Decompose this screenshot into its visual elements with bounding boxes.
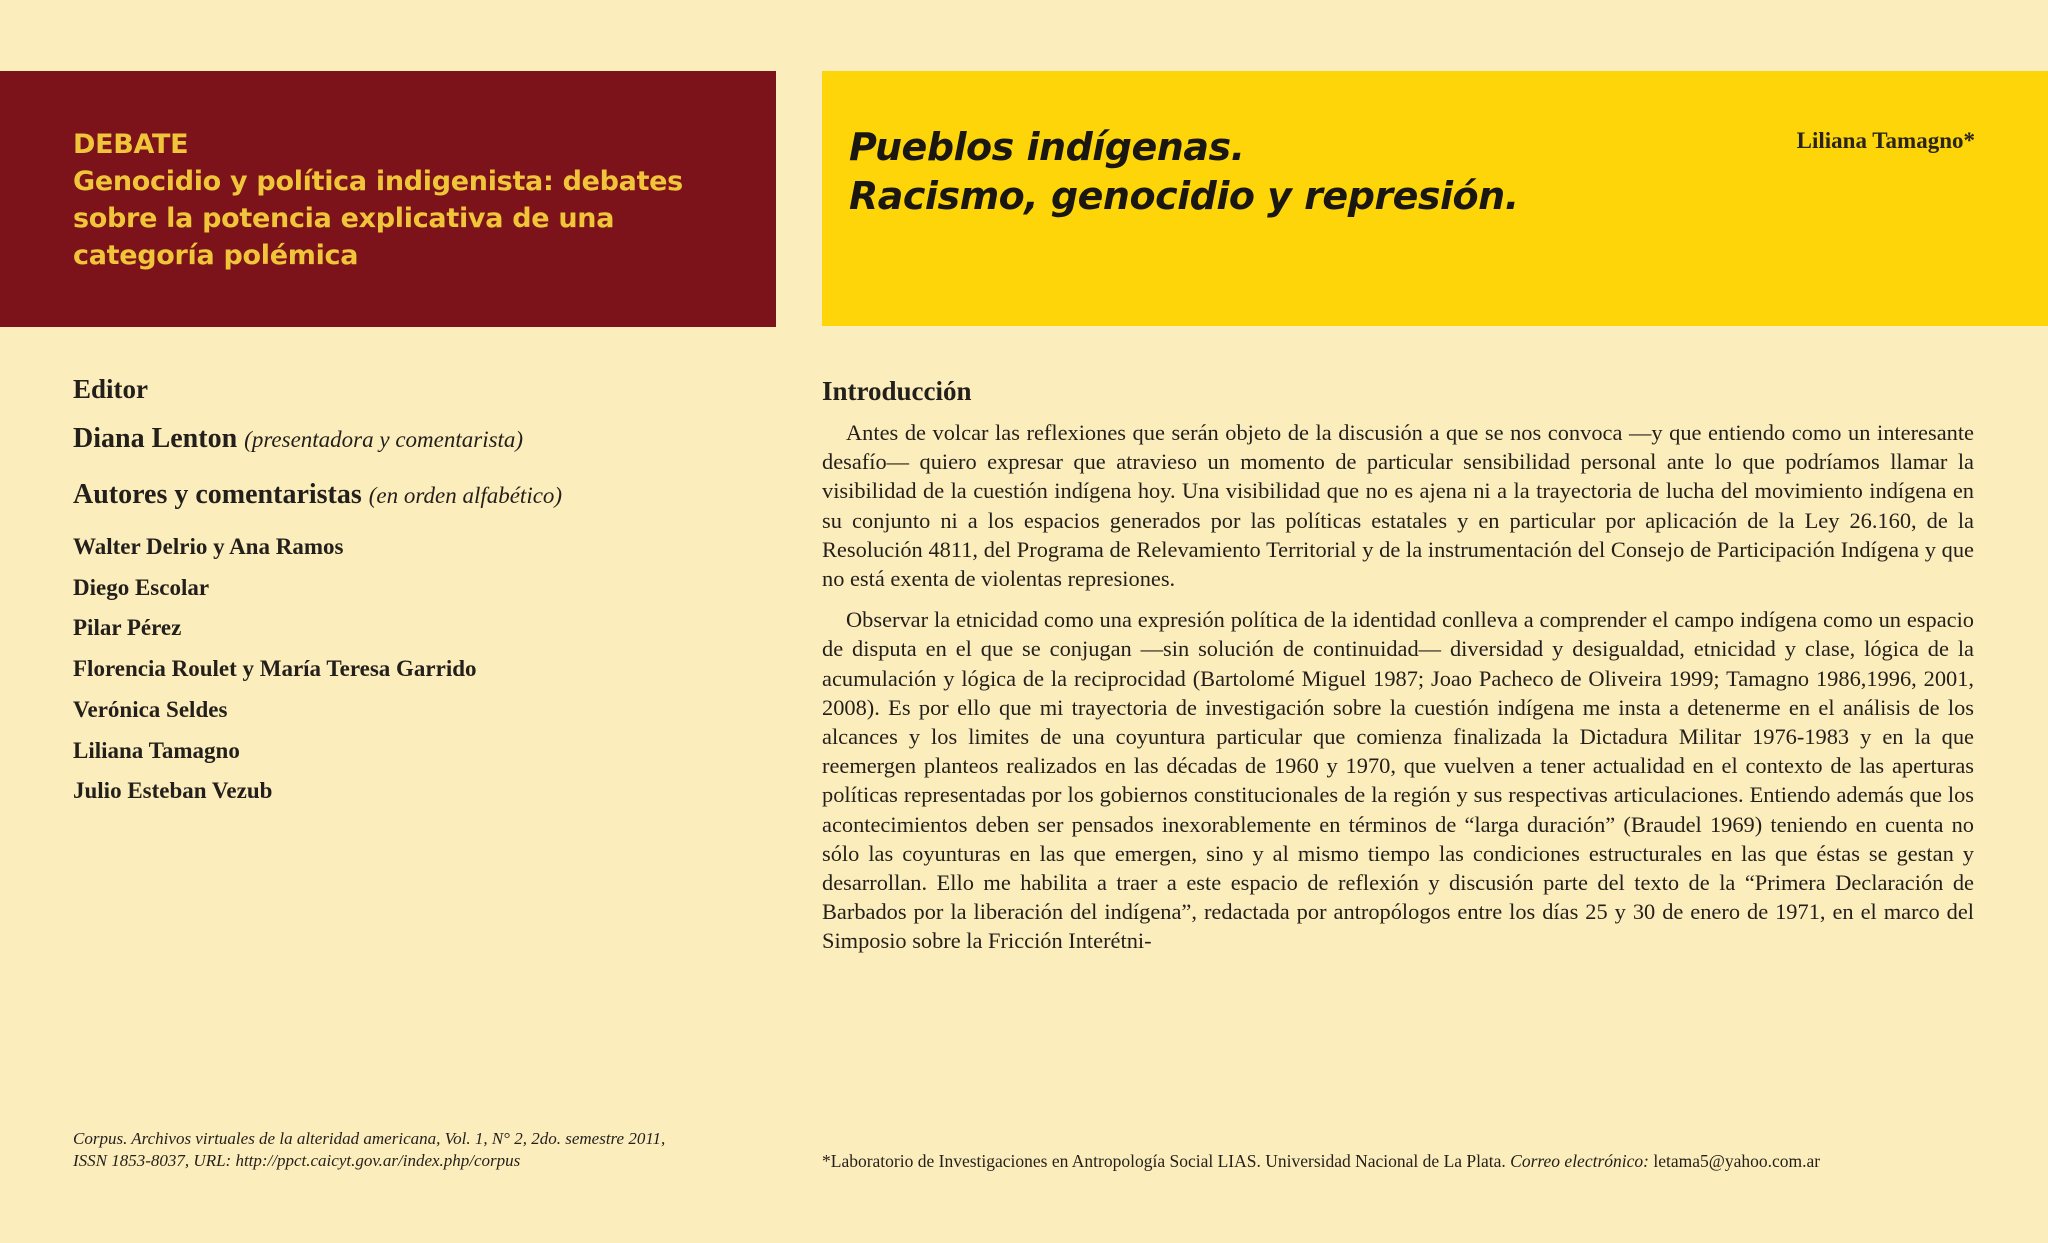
- citation-line: ISSN 1853-8037, URL: http://ppct.caicyt.gov.ar/index.php/corpus: [73, 1151, 521, 1170]
- author-affiliation-footnote: [822, 1150, 2012, 1172]
- debate-title: Genocidio y política indigenista: debates sobre la potencia explicativa de una categoría polémica: [73, 166, 683, 271]
- authors-heading-note: (en orden alfabético): [368, 483, 563, 508]
- author-item: Florencia Roulet y María Teresa Garrido: [73, 656, 477, 682]
- body-paragraph: Observar la etnicidad como una expresión política de la identidad conlleva a comprender el campo indígena como un espacio de disputa en el que se conjugan —sin solución de continuidad— diversidad y desigualdad, etnicidad y clase, lógica de la acumulación y lógica de la reciprocidad (Bartolomé Miguel 1987; Joao Pacheco de Oliveira 1999; Tamagno 1986,1996, 2001, 2008). Es por ello que mi trayectoria de investigación sobre la cuestión indígena me insta a detenerme en el análisis de los alcances y los limites de una coyuntura particular que comienza finalizada la Dictadura Militar 1976-1983 y en la que reemergen planteos realizados en las décadas de 1960 y 1970, que vuelven a tener actualidad en el contexto de las aperturas políticas representadas por los gobiernos constitucionales de la región y sus respectivas articulaciones. Entiendo además que los acontecimientos deben ser pensados inexorablemente en términos de “larga duración” (Braudel 1969) teniendo en cuenta no sólo las coyunturas en las que emergen, sino y al mismo tiempo las condiciones estructurales en las que éstas se gestan y desarrollan. Ello me habilita a traer a este espacio de reflexión y discusión parte del texto de la “Primera Declaración de Barbados por la liberación del indígena”, redactada por antropólogos entre los días 25 y 30 de enero de 1971, en el marco del Simposio sobre la Fricción Interétni-: [822, 607, 1974, 954]
- article-body: [822, 374, 1974, 956]
- author-item: Pilar Pérez: [73, 615, 182, 641]
- contributors-sidebar: [73, 374, 733, 812]
- author-item: Verónica Seldes: [73, 696, 228, 722]
- editor-name: Diana Lenton: [73, 423, 238, 454]
- editor-role: (presentadora y comentarista): [244, 427, 524, 452]
- authors-heading: [73, 479, 733, 511]
- editor-heading: Editor: [73, 374, 149, 404]
- author-list: [73, 527, 733, 812]
- editor-entry: [73, 423, 733, 455]
- author-item: Julio Esteban Vezub: [73, 778, 273, 804]
- section-title: Introducción: [822, 376, 972, 406]
- article-banner: [822, 71, 2048, 326]
- journal-citation: [73, 1128, 763, 1172]
- debate-banner: [0, 71, 776, 327]
- email-label: Correo electrónico:: [1510, 1151, 1649, 1171]
- author-item: Liliana Tamagno: [73, 737, 240, 763]
- article-author: Liliana Tamagno*: [1796, 128, 1975, 153]
- article-title-line1: Pueblos indígenas.: [849, 125, 1245, 169]
- authors-heading-text: Autores y comentaristas: [73, 479, 362, 510]
- body-paragraph: Antes de volcar las reflexiones que serán objeto de la discusión a que se nos convoca —y que entiendo como un interesante desafío— quiero expresar que atravieso un momento de particular sensibilidad personal ante lo que podríamos llamar la visibilidad de la cuestión indígena hoy. Una visibilidad que no es ajena ni a la trayectoria de lucha del movimiento indígena en su conjunto ni a los espacios generados por las políticas estatales y en particular por aplicación de la Ley 26.160, de la Resolución 4811, del Programa de Relevamiento Territorial y de la instrumentación del Consejo de Participación Indígena y que no está exenta de violentas represiones.: [822, 420, 1974, 592]
- citation-line: Corpus. Archivos virtuales de la alteridad americana, Vol. 1, N° 2, 2do. semestre 2011,: [73, 1129, 666, 1148]
- author-item: Walter Delrio y Ana Ramos: [73, 534, 344, 559]
- author-item: Diego Escolar: [73, 574, 210, 600]
- debate-kicker: DEBATE: [73, 129, 189, 160]
- article-title: [849, 123, 1519, 221]
- article-title-line2: Racismo, genocidio y represión.: [849, 174, 1519, 218]
- email-address: letama5@yahoo.com.ar: [1653, 1151, 1821, 1171]
- affiliation-text: *Laboratorio de Investigaciones en Antropología Social LIAS. Universidad Nacional de La Plata.: [822, 1151, 1506, 1171]
